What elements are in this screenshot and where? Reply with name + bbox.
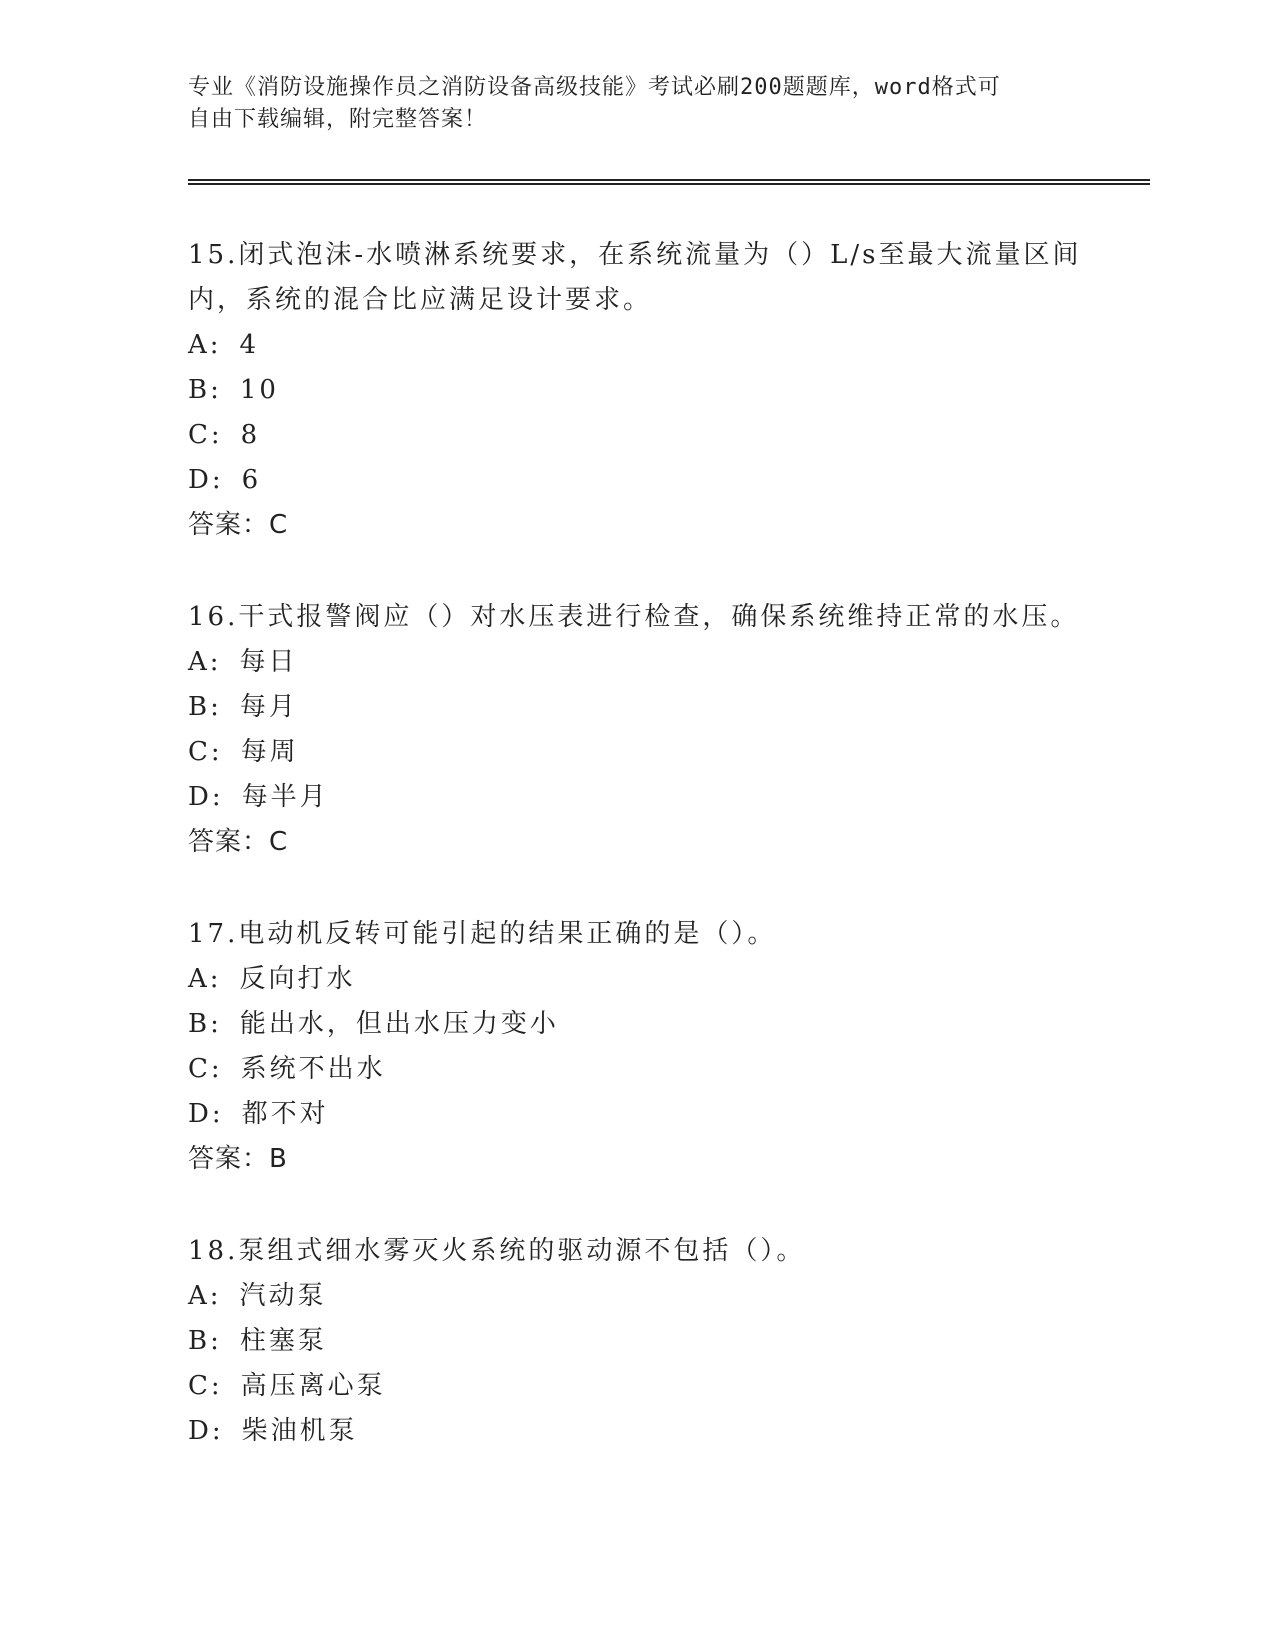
option-text: 柴油机泵 [241, 1416, 358, 1446]
option-label: A: [188, 330, 222, 360]
option-label: A: [188, 647, 222, 677]
option-text: 每日 [239, 647, 298, 677]
option-d [188, 1092, 1088, 1137]
option-text: 6 [241, 465, 262, 495]
option-a [188, 640, 1088, 685]
option-text: 能出水，但出水压力变小 [239, 1009, 559, 1039]
option-text: 柱塞泵 [239, 1326, 327, 1356]
answer-key: 答案：B [188, 1144, 288, 1174]
answer-key: 答案：C [188, 510, 289, 540]
question-17 [188, 912, 1088, 1182]
option-label: C: [188, 1054, 223, 1084]
question-stem: 18.泵组式细水雾灭火系统的驱动源不包括（）。 [188, 1236, 806, 1266]
option-label: C: [188, 1371, 223, 1401]
option-d [188, 458, 1088, 503]
option-label: B: [188, 1009, 222, 1039]
option-label: C: [188, 420, 223, 450]
header-line-2: 自由下载编辑，附完整答案！ [188, 107, 488, 132]
option-b [188, 1002, 1088, 1047]
option-text: 反向打水 [239, 964, 356, 994]
option-label: D: [188, 1416, 224, 1446]
option-label: B: [188, 692, 222, 722]
option-a [188, 1274, 1088, 1319]
option-a [188, 957, 1088, 1002]
option-text: 4 [239, 330, 260, 360]
option-c [188, 1047, 1088, 1092]
option-text: 高压离心泵 [240, 1371, 386, 1401]
question-18 [188, 1229, 1088, 1454]
option-label: A: [188, 964, 222, 994]
option-text: 都不对 [241, 1099, 329, 1129]
option-c [188, 413, 1088, 458]
option-label: B: [188, 1326, 222, 1356]
option-d [188, 775, 1088, 820]
question-stem-continued: 内，系统的混合比应满足设计要求。 [188, 285, 653, 315]
question-stem: 16.干式报警阀应（）对水压表进行检查，确保系统维持正常的水压。 [188, 602, 1080, 632]
question-stem: 15.闭式泡沫-水喷淋系统要求，在系统流量为（）L/s至最大流量区间 [188, 240, 1082, 270]
question-stem: 17.电动机反转可能引起的结果正确的是（）。 [188, 919, 777, 949]
option-label: D: [188, 1099, 224, 1129]
option-text: 系统不出水 [240, 1054, 386, 1084]
option-d [188, 1409, 1088, 1454]
question-15 [188, 233, 1088, 548]
option-b [188, 685, 1088, 730]
option-text: 10 [239, 375, 279, 405]
option-b [188, 368, 1088, 413]
option-label: C: [188, 737, 223, 767]
option-text: 8 [240, 420, 261, 450]
option-c [188, 730, 1088, 775]
option-text: 每半月 [241, 782, 329, 812]
header-divider-bottom [188, 183, 1150, 185]
document-header [188, 72, 1068, 136]
header-divider-top [188, 179, 1150, 181]
question-list [188, 233, 1088, 1501]
option-b [188, 1319, 1088, 1364]
option-text: 汽动泵 [239, 1281, 327, 1311]
option-label: A: [188, 1281, 222, 1311]
option-text: 每月 [239, 692, 298, 722]
option-label: D: [188, 465, 224, 495]
option-a [188, 323, 1088, 368]
header-line-1: 专业《消防设施操作员之消防设备高级技能》考试必刷200题题库，word格式可 [188, 75, 1001, 100]
option-label: B: [188, 375, 222, 405]
option-c [188, 1364, 1088, 1409]
question-16 [188, 595, 1088, 865]
option-label: D: [188, 782, 224, 812]
option-text: 每周 [240, 737, 299, 767]
answer-key: 答案：C [188, 827, 289, 857]
